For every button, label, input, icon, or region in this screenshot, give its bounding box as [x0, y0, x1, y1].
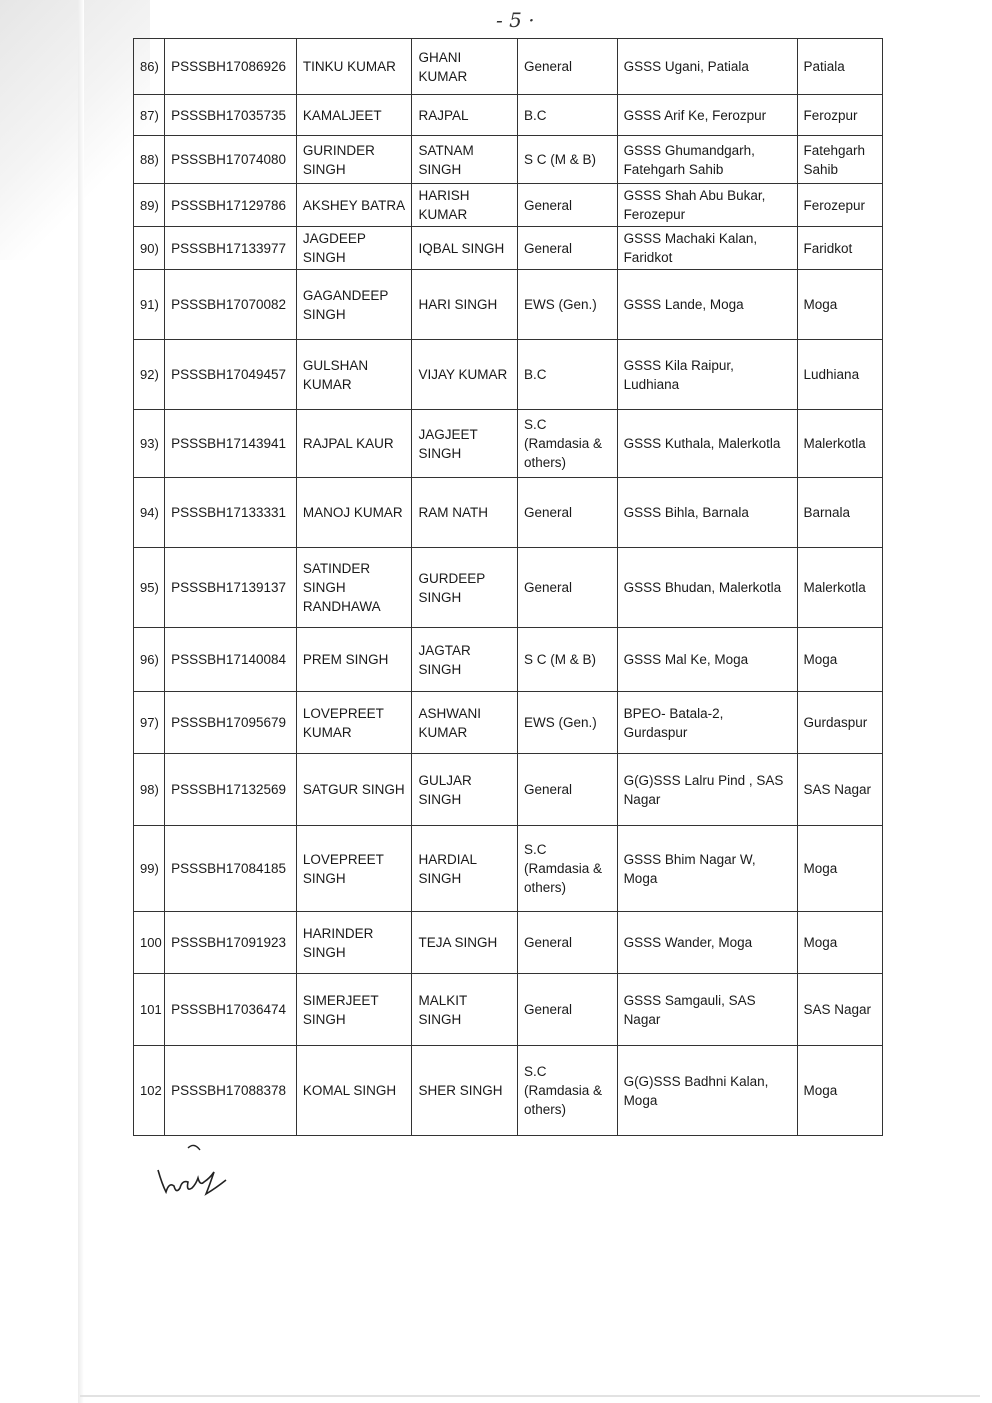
cell-district: Patiala [797, 39, 882, 95]
cell-school: BPEO- Batala-2, Gurdaspur [617, 692, 797, 754]
table-row [134, 270, 883, 340]
cell-roll: PSSSBH17095679 [165, 692, 297, 754]
cell-category: EWS (Gen.) [518, 692, 618, 754]
cell-sno: 96) [134, 628, 165, 692]
cell-school: GSSS Ghumandgarh, Fatehgarh Sahib [617, 136, 797, 184]
cell-name: KOMAL SINGH [296, 1046, 412, 1136]
cell-category: General [518, 227, 618, 270]
cell-sno: 88) [134, 136, 165, 184]
cell-category: General [518, 478, 618, 548]
cell-school: GSSS Mal Ke, Moga [617, 628, 797, 692]
cell-district: Barnala [797, 478, 882, 548]
cell-school: GSSS Machaki Kalan, Faridkot [617, 227, 797, 270]
scan-bottom-edge [80, 1395, 980, 1397]
handwritten-signature [150, 1140, 240, 1210]
cell-sno: 95) [134, 548, 165, 628]
table-row [134, 410, 883, 478]
table-row [134, 227, 883, 270]
cell-name: JAGDEEP SINGH [296, 227, 412, 270]
cell-district: SAS Nagar [797, 974, 882, 1046]
scan-shadow [0, 0, 150, 260]
cell-district: Malerkotla [797, 410, 882, 478]
cell-school: GSSS Arif Ke, Ferozpur [617, 95, 797, 136]
cell-father: GHANI KUMAR [412, 39, 518, 95]
cell-sno: 100 [134, 912, 165, 974]
cell-name: LOVEPREET SINGH [296, 826, 412, 912]
table-row [134, 340, 883, 410]
cell-father: GULJAR SINGH [412, 754, 518, 826]
cell-category: S C (M & B) [518, 136, 618, 184]
cell-district: Moga [797, 1046, 882, 1136]
table-row [134, 39, 883, 95]
cell-father: VIJAY KUMAR [412, 340, 518, 410]
cell-roll: PSSSBH17036474 [165, 974, 297, 1046]
cell-category: General [518, 754, 618, 826]
cell-father: IQBAL SINGH [412, 227, 518, 270]
cell-sno: 91) [134, 270, 165, 340]
cell-sno: 89) [134, 184, 165, 227]
cell-roll: PSSSBH17088378 [165, 1046, 297, 1136]
cell-name: RAJPAL KAUR [296, 410, 412, 478]
cell-category: S.C (Ramdasia & others) [518, 826, 618, 912]
cell-school: GSSS Lande, Moga [617, 270, 797, 340]
cell-sno: 93) [134, 410, 165, 478]
cell-name: SATGUR SINGH [296, 754, 412, 826]
cell-school: GSSS Ugani, Patiala [617, 39, 797, 95]
table-row [134, 136, 883, 184]
cell-district: Gurdaspur [797, 692, 882, 754]
cell-roll: PSSSBH17070082 [165, 270, 297, 340]
table-row [134, 95, 883, 136]
cell-father: SATNAM SINGH [412, 136, 518, 184]
cell-roll: PSSSBH17143941 [165, 410, 297, 478]
cell-school: G(G)SSS Badhni Kalan, Moga [617, 1046, 797, 1136]
cell-roll: PSSSBH17074080 [165, 136, 297, 184]
cell-category: S.C (Ramdasia & others) [518, 1046, 618, 1136]
cell-sno: 92) [134, 340, 165, 410]
table-row [134, 692, 883, 754]
cell-father: ASHWANI KUMAR [412, 692, 518, 754]
cell-district: SAS Nagar [797, 754, 882, 826]
cell-sno: 87) [134, 95, 165, 136]
cell-district: Moga [797, 270, 882, 340]
cell-roll: PSSSBH17091923 [165, 912, 297, 974]
cell-district: Moga [797, 912, 882, 974]
cell-school: GSSS Kuthala, Malerkotla [617, 410, 797, 478]
cell-category: B.C [518, 340, 618, 410]
cell-father: SHER SINGH [412, 1046, 518, 1136]
table-row [134, 754, 883, 826]
cell-name: PREM SINGH [296, 628, 412, 692]
cell-district: Ferozpur [797, 95, 882, 136]
table-row [134, 974, 883, 1046]
cell-sno: 99) [134, 826, 165, 912]
cell-school: GSSS Bhudan, Malerkotla [617, 548, 797, 628]
cell-name: SATINDER SINGH RANDHAWA [296, 548, 412, 628]
cell-category: S C (M & B) [518, 628, 618, 692]
cell-name: AKSHEY BATRA [296, 184, 412, 227]
table-row [134, 912, 883, 974]
cell-category: General [518, 912, 618, 974]
cell-sno: 90) [134, 227, 165, 270]
cell-roll: PSSSBH17086926 [165, 39, 297, 95]
cell-name: HARINDER SINGH [296, 912, 412, 974]
cell-category: General [518, 39, 618, 95]
cell-school: GSSS Bihla, Barnala [617, 478, 797, 548]
cell-sno: 101 [134, 974, 165, 1046]
cell-sno: 98) [134, 754, 165, 826]
cell-school: GSSS Samgauli, SAS Nagar [617, 974, 797, 1046]
cell-roll: PSSSBH17140084 [165, 628, 297, 692]
cell-sno: 97) [134, 692, 165, 754]
cell-sno: 102 [134, 1046, 165, 1136]
cell-name: KAMALJEET [296, 95, 412, 136]
cell-father: MALKIT SINGH [412, 974, 518, 1046]
table-row [134, 548, 883, 628]
cell-roll: PSSSBH17129786 [165, 184, 297, 227]
cell-category: EWS (Gen.) [518, 270, 618, 340]
table-row [134, 826, 883, 912]
cell-school: GSSS Kila Raipur, Ludhiana [617, 340, 797, 410]
page-number: - 5 · [496, 8, 535, 32]
cell-sno: 86) [134, 39, 165, 95]
cell-roll: PSSSBH17132569 [165, 754, 297, 826]
cell-name: GURINDER SINGH [296, 136, 412, 184]
cell-name: MANOJ KUMAR [296, 478, 412, 548]
cell-district: Moga [797, 826, 882, 912]
cell-name: TINKU KUMAR [296, 39, 412, 95]
table-row [134, 628, 883, 692]
scan-edge [78, 0, 84, 1403]
cell-category: General [518, 184, 618, 227]
table-row [134, 184, 883, 227]
cell-district: Malerkotla [797, 548, 882, 628]
cell-category: B.C [518, 95, 618, 136]
table-row [134, 1046, 883, 1136]
cell-name: SIMERJEET SINGH [296, 974, 412, 1046]
cell-school: GSSS Bhim Nagar W, Moga [617, 826, 797, 912]
cell-name: GULSHAN KUMAR [296, 340, 412, 410]
cell-school: GSSS Shah Abu Bukar, Ferozepur [617, 184, 797, 227]
cell-name: GAGANDEEP SINGH [296, 270, 412, 340]
cell-father: HARI SINGH [412, 270, 518, 340]
table-row [134, 478, 883, 548]
cell-category: General [518, 548, 618, 628]
cell-father: TEJA SINGH [412, 912, 518, 974]
cell-father: GURDEEP SINGH [412, 548, 518, 628]
cell-father: JAGTAR SINGH [412, 628, 518, 692]
cell-district: Ludhiana [797, 340, 882, 410]
cell-sno: 94) [134, 478, 165, 548]
cell-roll: PSSSBH17133977 [165, 227, 297, 270]
cell-district: Moga [797, 628, 882, 692]
cell-school: G(G)SSS Lalru Pind , SAS Nagar [617, 754, 797, 826]
cell-district: Fatehgarh Sahib [797, 136, 882, 184]
cell-father: RAJPAL [412, 95, 518, 136]
merit-list-table [133, 38, 883, 1136]
cell-district: Ferozepur [797, 184, 882, 227]
cell-school: GSSS Wander, Moga [617, 912, 797, 974]
cell-district: Faridkot [797, 227, 882, 270]
cell-roll: PSSSBH17049457 [165, 340, 297, 410]
cell-father: HARDIAL SINGH [412, 826, 518, 912]
cell-father: RAM NATH [412, 478, 518, 548]
cell-father: HARISH KUMAR [412, 184, 518, 227]
cell-roll: PSSSBH17133331 [165, 478, 297, 548]
cell-roll: PSSSBH17084185 [165, 826, 297, 912]
cell-father: JAGJEET SINGH [412, 410, 518, 478]
cell-roll: PSSSBH17035735 [165, 95, 297, 136]
cell-name: LOVEPREET KUMAR [296, 692, 412, 754]
cell-roll: PSSSBH17139137 [165, 548, 297, 628]
cell-category: General [518, 974, 618, 1046]
cell-category: S.C (Ramdasia & others) [518, 410, 618, 478]
